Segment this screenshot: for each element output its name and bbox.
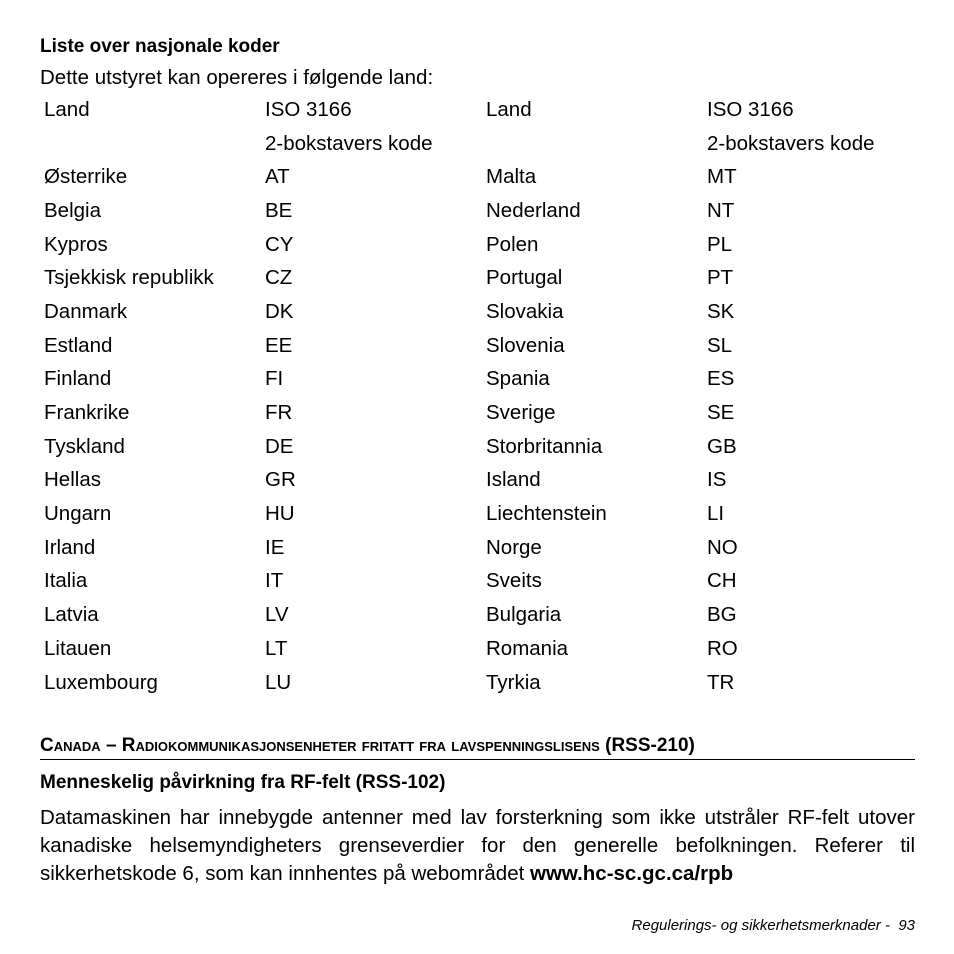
country-name-cell: Nederland xyxy=(486,198,581,222)
footer-text: Regulerings- og sikkerhetsmerknader - xyxy=(631,917,890,934)
country-code-cell: FI xyxy=(265,367,284,391)
country-name-cell: Ungarn xyxy=(44,502,112,526)
country-name-cell: Østerrike xyxy=(44,165,128,189)
country-code-cell: SL xyxy=(707,333,733,357)
country-name-cell: Slovenia xyxy=(486,333,565,357)
list-heading: Liste over nasjonale koder xyxy=(40,36,280,57)
country-name-cell: Spania xyxy=(486,367,550,391)
table-row xyxy=(44,531,907,565)
country-name-cell: Malta xyxy=(486,165,537,189)
country-code-cell: LT xyxy=(265,636,288,660)
country-name-cell: Hellas xyxy=(44,468,101,492)
table-row xyxy=(44,329,907,363)
table-row xyxy=(44,295,907,329)
web-url: www.hc-sc.gc.ca/rpb xyxy=(530,862,734,886)
country-name-cell: Island xyxy=(486,468,541,492)
country-name-cell: Sverige xyxy=(486,401,556,425)
country-code-cell: SK xyxy=(707,299,735,323)
table-row xyxy=(44,194,907,228)
table-row xyxy=(44,160,907,194)
country-name-cell: Tyskland xyxy=(44,434,125,458)
table-header-cell: 2-bokstavers kode xyxy=(265,131,433,155)
country-code-cell: PT xyxy=(707,266,734,290)
country-name-cell: Litauen xyxy=(44,636,112,660)
table-row xyxy=(44,464,907,498)
table-row xyxy=(44,632,907,666)
country-code-cell: AT xyxy=(265,165,290,189)
table-row xyxy=(44,666,907,700)
table-header-cell xyxy=(44,127,265,161)
country-name-cell: Sveits xyxy=(486,569,542,593)
table-row xyxy=(44,430,907,464)
table-header-cell: 2-bokstavers kode xyxy=(707,131,875,155)
country-name-cell: Tyrkia xyxy=(486,670,541,694)
country-code-cell: NT xyxy=(707,198,735,222)
country-code-cell: IE xyxy=(265,535,285,559)
country-code-cell: GR xyxy=(265,468,296,492)
country-code-cell: FR xyxy=(265,401,293,425)
country-name-cell: Kypros xyxy=(44,232,108,256)
country-code-cell: IS xyxy=(707,468,727,492)
country-code-cell: CZ xyxy=(265,266,293,290)
country-name-cell: Romania xyxy=(486,636,569,660)
country-code-cell: CY xyxy=(265,232,294,256)
country-name-cell: Latvia xyxy=(44,603,99,627)
table-row xyxy=(44,396,907,430)
country-code-cell: DK xyxy=(265,299,294,323)
country-name-cell: Italia xyxy=(44,569,88,593)
country-code-cell: BG xyxy=(707,603,737,627)
table-row xyxy=(44,261,907,295)
table-row xyxy=(44,598,907,632)
table-row xyxy=(44,565,907,599)
country-code-cell: SE xyxy=(707,401,735,425)
country-name-cell: Bulgaria xyxy=(486,603,562,627)
table-header-cell xyxy=(486,127,707,161)
table-row xyxy=(44,228,907,262)
table-header-cell: Land xyxy=(44,97,90,121)
country-code-cell: PL xyxy=(707,232,733,256)
table-row xyxy=(44,497,907,531)
document-page xyxy=(40,33,915,888)
country-name-cell: Luxembourg xyxy=(44,670,158,694)
country-name-cell: Liechtenstein xyxy=(486,502,607,526)
country-name-cell: Portugal xyxy=(486,266,563,290)
country-code-cell: ES xyxy=(707,367,735,391)
sub-heading: Menneskelig påvirkning fra RF-felt (RSS-102) xyxy=(40,772,446,794)
country-name-cell: Tsjekkisk republikk xyxy=(44,266,214,290)
country-code-cell: EE xyxy=(265,333,293,357)
country-name-cell: Danmark xyxy=(44,299,128,323)
country-code-cell: GB xyxy=(707,434,737,458)
country-code-cell: DE xyxy=(265,434,294,458)
country-name-cell: Frankrike xyxy=(44,401,130,425)
country-code-cell: HU xyxy=(265,502,295,526)
intro-text: Dette utstyret kan opereres i følgende land: xyxy=(40,66,434,89)
country-code-cell: IT xyxy=(265,569,284,593)
country-name-cell: Norge xyxy=(486,535,542,559)
country-name-cell: Slovakia xyxy=(486,299,564,323)
page-footer xyxy=(632,917,915,934)
country-code-cell: TR xyxy=(707,670,735,694)
table-header-cell: ISO 3166 xyxy=(707,97,794,121)
country-name-cell: Finland xyxy=(44,367,112,391)
table-row xyxy=(44,363,907,397)
country-code-cell: NO xyxy=(707,535,738,559)
country-name-cell: Storbritannia xyxy=(486,434,603,458)
body-paragraph xyxy=(40,804,915,888)
table-header-cell: ISO 3166 xyxy=(265,97,352,121)
country-code-cell: LV xyxy=(265,603,289,627)
country-code-cell: MT xyxy=(707,165,737,189)
country-name-cell: Polen xyxy=(486,232,539,256)
paragraph-text: Datamaskinen har innebygde antenner med lav forsterkning som ikke utstråler RF-felt utover kanadiske helsemyndigheters grenseverdier for den generelle befolkningen. Referer til sikkerhetskode 6, som kan innhentes på webområdet xyxy=(40,806,915,886)
country-code-cell: LI xyxy=(707,502,725,526)
country-code-table xyxy=(44,93,907,699)
table-header-row xyxy=(44,93,907,127)
country-name-cell: Irland xyxy=(44,535,96,559)
country-code-cell: LU xyxy=(265,670,292,694)
table-header-cell: Land xyxy=(486,97,532,121)
country-code-cell: BE xyxy=(265,198,293,222)
table-header-row xyxy=(44,127,907,161)
country-code-cell: CH xyxy=(707,569,737,593)
section-heading: Canada – Radiokommunikasjonsenheter fritatt fra lavspenningslisens (RSS-210) xyxy=(40,733,915,760)
country-name-cell: Estland xyxy=(44,333,113,357)
country-name-cell: Belgia xyxy=(44,198,101,222)
country-code-cell: RO xyxy=(707,636,738,660)
page-number: 93 xyxy=(898,917,915,934)
